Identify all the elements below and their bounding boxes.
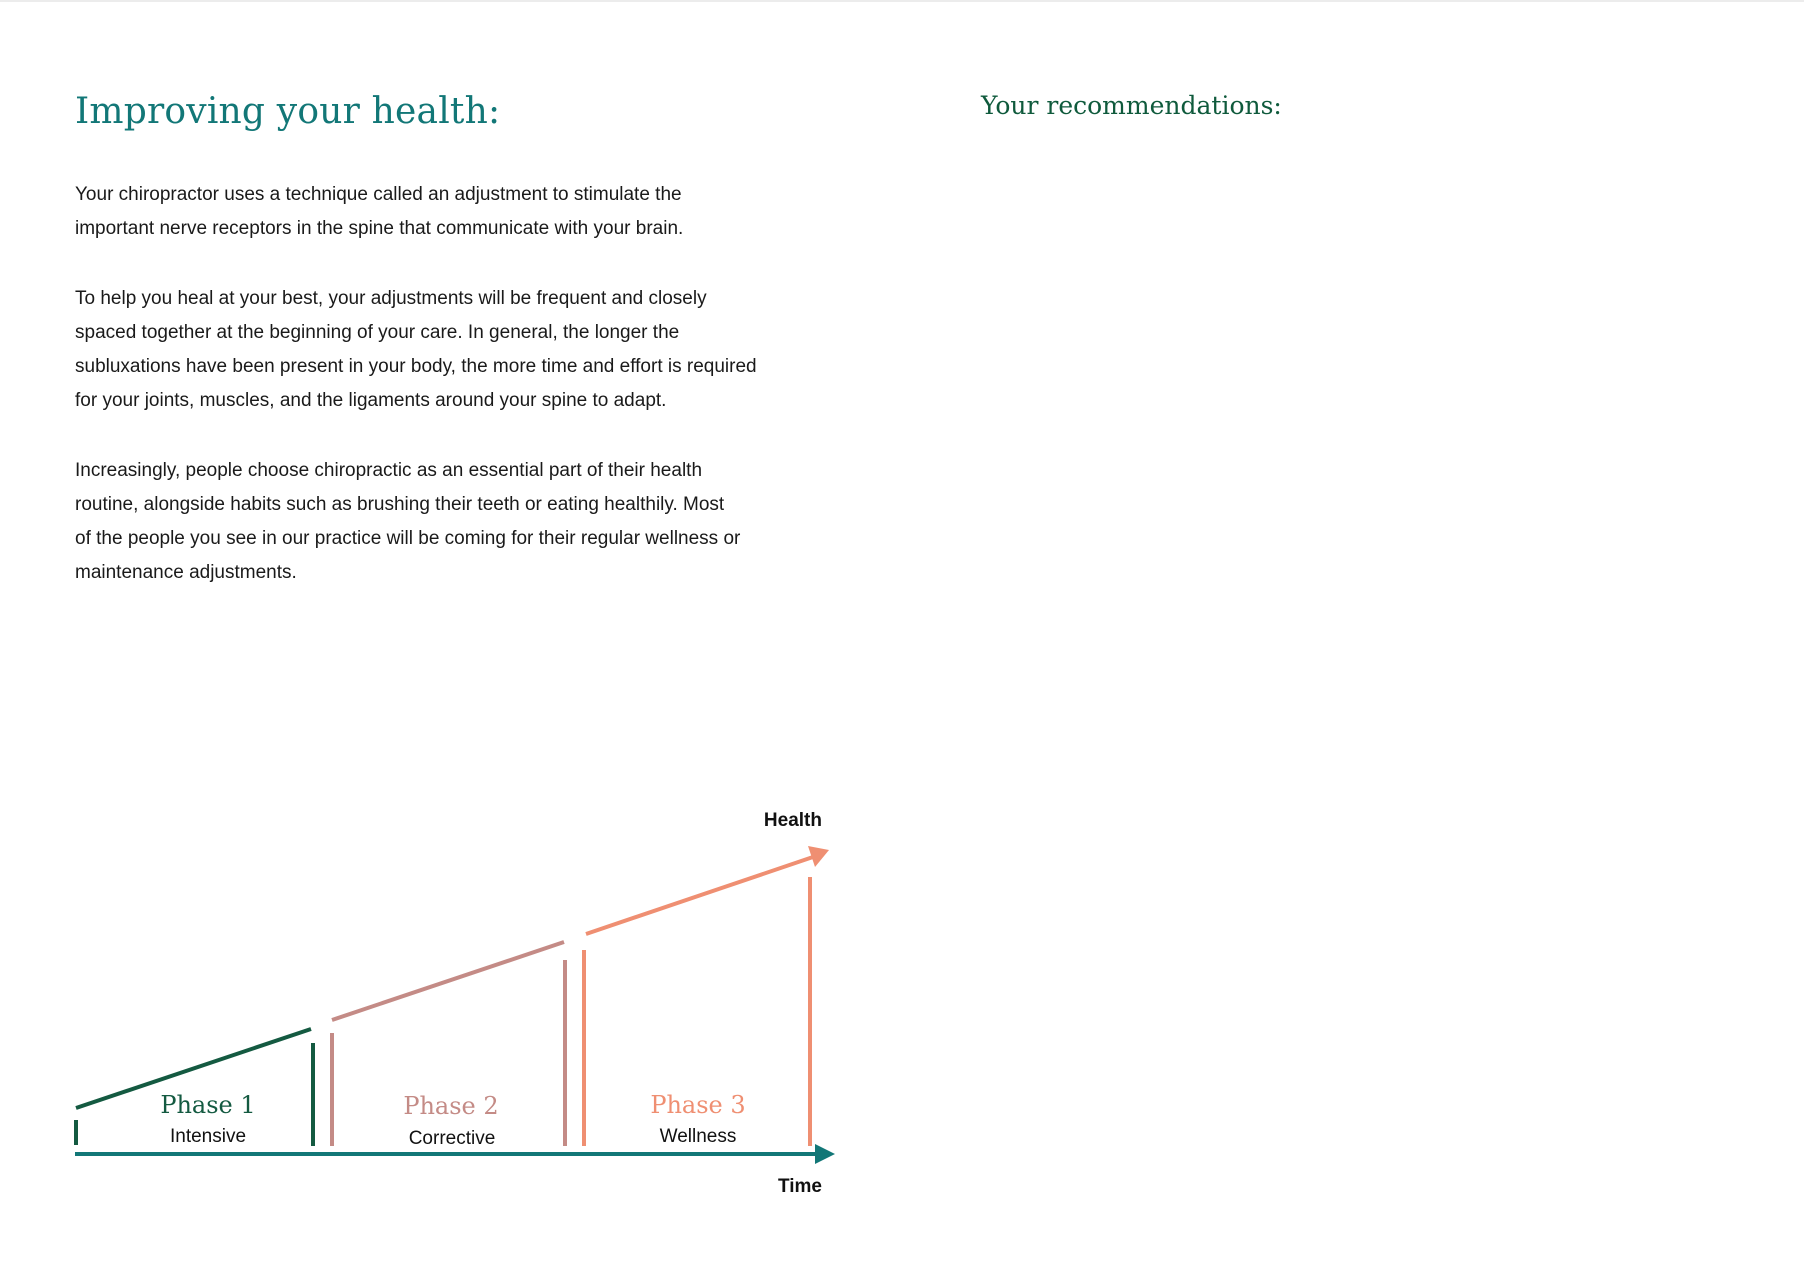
paragraph-adjustment bbox=[75, 178, 835, 246]
paragraph-line: To help you heal at your best, your adjustments will be frequent and closely bbox=[75, 288, 707, 309]
paragraph-line: routine, alongside habits such as brushing their teeth or eating healthily. Most bbox=[75, 494, 725, 515]
phase-2-subtitle: Corrective bbox=[408, 1128, 496, 1149]
phase-2-trend-line bbox=[332, 942, 564, 1020]
paragraph-line: Increasingly, people choose chiropractic as an essential part of their health bbox=[75, 460, 703, 481]
time-axis-label: Time bbox=[777, 1176, 822, 1197]
health-axis-label: Health bbox=[763, 810, 822, 831]
page-title: Improving your health: bbox=[75, 91, 501, 132]
paragraph-line: of the people you see in our practice will be coming for their regular wellness or bbox=[75, 528, 741, 549]
phase-1-subtitle: Intensive bbox=[169, 1126, 247, 1147]
recommendations-title: Your recommendations: bbox=[981, 91, 1282, 120]
paragraph-line: spaced together at the beginning of your care. In general, the longer the bbox=[75, 322, 680, 343]
paragraph-line: Your chiropractor uses a technique called an adjustment to stimulate the bbox=[75, 184, 682, 205]
main-content bbox=[75, 84, 835, 590]
top-divider bbox=[0, 0, 1804, 2]
paragraph-line: subluxations have been present in your body, the more time and effort is required bbox=[75, 356, 757, 377]
phase-2-name: Phase 2 bbox=[403, 1092, 499, 1120]
paragraph-line: maintenance adjustments. bbox=[75, 562, 297, 583]
paragraph-wellness bbox=[75, 454, 835, 590]
paragraph-line: for your joints, muscles, and the ligaments around your spine to adapt. bbox=[75, 390, 667, 411]
care-phases-svg bbox=[0, 780, 880, 1220]
care-phases-diagram bbox=[0, 780, 880, 1220]
phase-3-trend-line bbox=[586, 857, 813, 934]
phase-3-name: Phase 3 bbox=[650, 1091, 746, 1119]
paragraph-line: important nerve receptors in the spine that communicate with your brain. bbox=[75, 218, 684, 239]
time-arrow-head-icon bbox=[815, 1144, 835, 1164]
paragraph-frequency bbox=[75, 282, 835, 418]
recommendations-section bbox=[981, 84, 1282, 128]
phase-1-name: Phase 1 bbox=[160, 1091, 256, 1119]
phase-3-subtitle: Wellness bbox=[659, 1126, 737, 1147]
